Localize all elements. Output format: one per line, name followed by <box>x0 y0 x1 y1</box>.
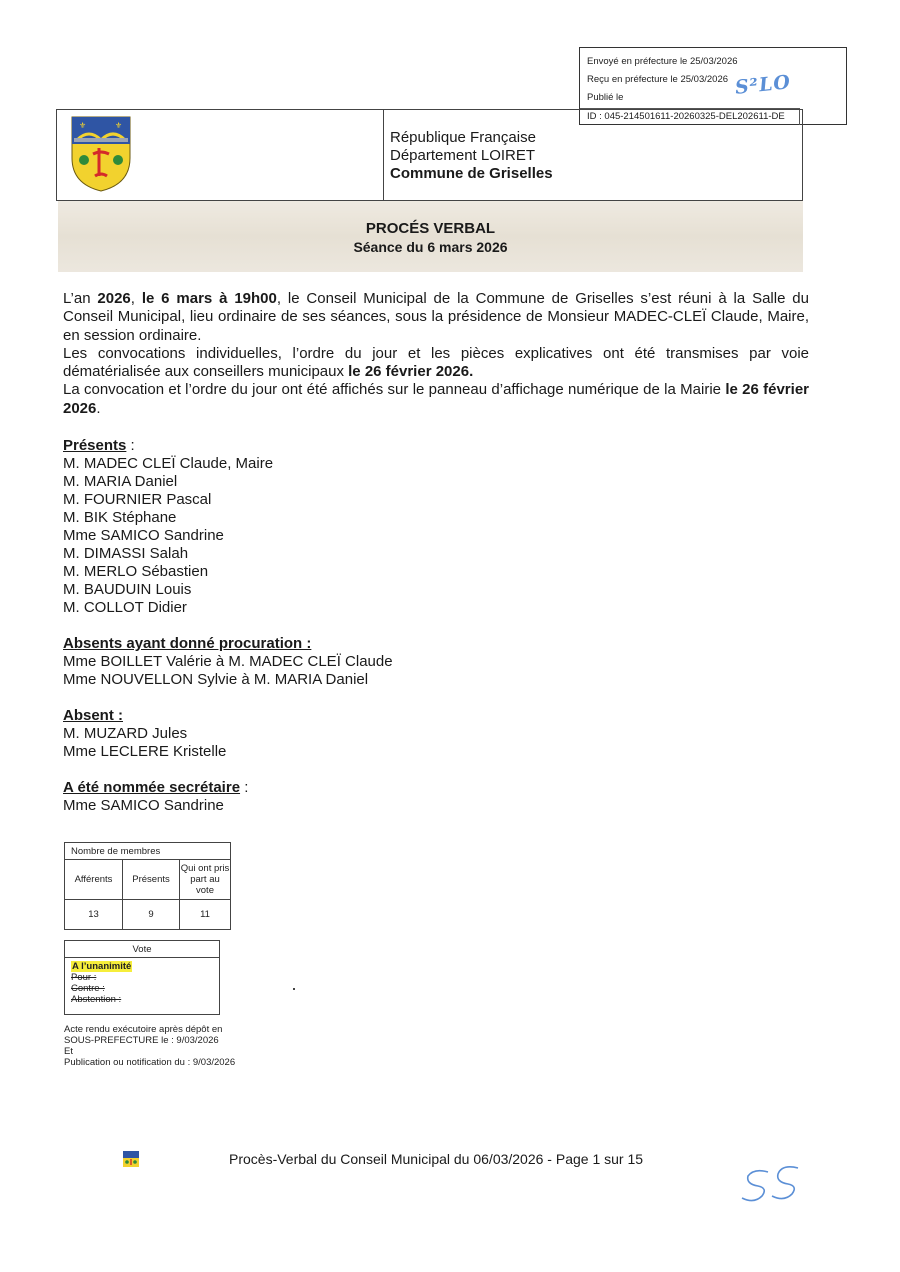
stamp-received-date: Reçu en préfecture le 25/03/2026 <box>587 74 729 85</box>
procuration-heading: Absents ayant donné procuration : <box>63 635 312 652</box>
col-afferents: Afférents <box>65 860 123 900</box>
coat-of-arms-icon <box>69 114 133 194</box>
list-item: M. MERLO Sébastien <box>63 563 209 580</box>
list-item: M. FOURNIER Pascal <box>63 491 212 508</box>
list-item: Mme NOUVELLON Sylvie à M. MARIA Daniel <box>63 671 369 688</box>
vote-pour: Pour : <box>71 972 97 983</box>
intro-paragraph-3: La convocation et l’ordre du jour ont été affichés sur le panneau d’affichage numérique de la Mairie le 26 février 2026. <box>63 381 809 417</box>
val-afferents: 13 <box>65 900 123 930</box>
list-item: M. MUZARD Jules <box>63 725 188 742</box>
commune-label: Commune de Griselles <box>390 165 553 182</box>
list-item: Mme BOILLET Valérie à M. MADEC CLEÏ Claude <box>63 653 393 670</box>
svg-text:⚜: ⚜ <box>79 121 87 130</box>
list-item: Mme SAMICO Sandrine <box>63 527 224 544</box>
secretaire-section: A été nommée secrétaire : Mme SAMICO Sandrine <box>63 779 249 814</box>
absents-section <box>63 707 226 761</box>
intro-paragraph-2: Les convocations individuelles, l’ordre du jour et les pièces explicatives ont été transmises par voie dématérialisée aux conseillers municipaux le 26 février 2026. <box>63 344 809 381</box>
presents-section: Présents : M. MADEC CLEÏ Claude, Maire M. MARIA Daniel M. FOURNIER Pascal M. BIK Stéphane Mme SAMICO Sandrine M. DIMASSI Salah M. MERLO Sébastien M. BAUDUIN Louis M. COLLOT Didier <box>63 437 274 616</box>
col-presents: Présents <box>123 860 180 900</box>
list-item: M. COLLOT Didier <box>63 599 187 616</box>
members-table-title: Nombre de membres <box>65 843 231 860</box>
intro-text <box>63 290 809 418</box>
list-item: M. BIK Stéphane <box>63 509 177 526</box>
list-item: M. MARIA Daniel <box>63 473 178 490</box>
handwritten-initials-icon <box>740 1158 810 1208</box>
stamp-signature: S²LO <box>734 71 792 99</box>
procuration-section <box>63 635 393 689</box>
stamp-id: ID : 045-214501611-20260325-DEL202611-DE <box>587 111 785 122</box>
page-footer: Procès-Verbal du Conseil Municipal du 06/03/2026 - Page 1 sur 15 <box>229 1151 644 1167</box>
secretaire-heading: A été nommée secrétaire <box>63 779 241 796</box>
svg-text:⚜: ⚜ <box>115 121 123 130</box>
secretaire-name: Mme SAMICO Sandrine <box>63 797 224 814</box>
list-item: Mme LECLERE Kristelle <box>63 743 227 760</box>
document-title: PROCÉS VERBAL <box>365 220 496 237</box>
letterhead <box>56 109 803 201</box>
list-item: M. MADEC CLEÏ Claude, Maire <box>63 455 274 472</box>
title-band <box>58 201 803 272</box>
vote-contre: Contre : <box>71 983 105 994</box>
intro-paragraph-1: L’an 2026, le 6 mars à 19h00, le Conseil Municipal de la Commune de Griselles s’est réuni à la Salle du Conseil Municipal, lieu ordinaire de ses séances, sous la présidence de Monsieur MADEC-CLEÏ Claude, Maire, en session ordinaire. <box>63 290 809 344</box>
stray-mark <box>293 988 295 990</box>
republic-label: République Française <box>390 129 536 146</box>
members-table <box>64 842 231 930</box>
val-presents: 9 <box>123 900 180 930</box>
executoire-note: Acte rendu exécutoire après dépôt en SOUS-PREFECTURE le : 9/03/2026 Et Publication ou notification du : 9/03/2026 <box>64 1024 236 1068</box>
list-item: M. DIMASSI Salah <box>63 545 189 562</box>
coat-of-arms-small-icon <box>122 1150 140 1168</box>
department-label: Département LOIRET <box>390 147 536 164</box>
presents-heading: Présents <box>63 437 127 454</box>
stamp-published: Publié le <box>587 92 624 103</box>
vote-result: A l’unanimité <box>72 961 132 972</box>
vote-table-title: Vote <box>65 941 220 958</box>
absents-heading: Absent : <box>63 707 123 724</box>
vote-abstention: Abstention : <box>71 994 122 1005</box>
val-votants: 11 <box>180 900 231 930</box>
session-date: Séance du 6 mars 2026 <box>353 239 508 255</box>
stamp-sent-date: Envoyé en préfecture le 25/03/2026 <box>587 56 738 67</box>
vote-table <box>64 940 220 1015</box>
list-item: M. BAUDUIN Louis <box>63 581 192 598</box>
col-votants: Qui ont pris part au vote <box>180 860 231 900</box>
